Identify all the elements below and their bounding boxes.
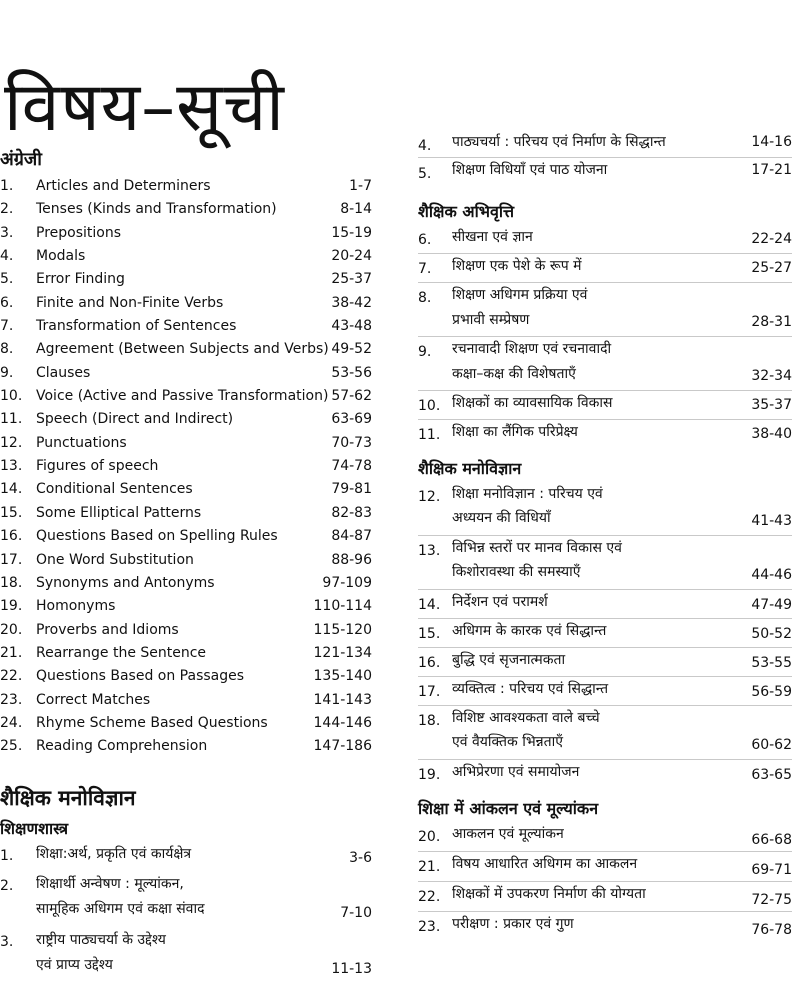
left-column	[0, 147, 372, 984]
toc-entry[interactable]	[418, 225, 792, 253]
entry-number: 3.	[0, 933, 14, 950]
toc-entry[interactable]	[418, 282, 792, 336]
toc-entry[interactable]	[418, 390, 792, 419]
entry-number: 19.	[418, 767, 441, 783]
toc-entry[interactable]	[418, 911, 792, 941]
entry-title: Figures of speech	[36, 458, 159, 475]
entry-title-line: शिक्षा मनोविज्ञान : परिचय एवं	[452, 486, 603, 502]
entry-pages: 25-27	[751, 260, 792, 276]
entry-number: 16.	[418, 655, 441, 671]
toc-entry[interactable]	[418, 881, 792, 911]
entry-title-line: विषय आधारित अधिगम का आकलन	[452, 856, 638, 872]
entry-number: 20.	[418, 829, 441, 845]
toc-entry[interactable]	[418, 535, 792, 589]
right-column	[418, 130, 792, 941]
entry-number: 2.	[0, 877, 14, 894]
entry-pages: 141-143	[313, 691, 372, 708]
entry-title-line: किशोरावस्था की समस्याएँ	[452, 564, 581, 580]
toc-entry[interactable]	[0, 735, 372, 758]
toc-entry[interactable]	[418, 647, 792, 676]
toc-entry[interactable]	[418, 589, 792, 618]
entry-number: 22.	[0, 668, 23, 685]
toc-entry[interactable]	[0, 525, 372, 548]
entry-number: 17.	[0, 551, 23, 568]
entry-pages: 121-134	[313, 644, 372, 661]
entry-title-line: अधिगम के कारक एवं सिद्धान्त	[452, 623, 607, 639]
toc-entry[interactable]	[0, 268, 372, 291]
entry-title-line: प्रभावी सम्प्रेषण	[452, 312, 530, 328]
edu-psychology-toc-list	[418, 482, 792, 788]
toc-entry[interactable]	[0, 175, 372, 198]
entry-pages: 32-34	[751, 368, 792, 384]
entry-title: Tenses (Kinds and Transformation)	[36, 201, 277, 218]
entry-title-line: शिक्षण एक पेशे के रूप में	[452, 258, 582, 274]
entry-pages: 22-24	[751, 231, 792, 247]
toc-entry[interactable]	[418, 336, 792, 390]
entry-pages: 63-69	[331, 411, 372, 428]
entry-title-line: व्यक्तित्व : परिचय एवं सिद्धान्त	[452, 681, 609, 697]
entry-title: Agreement (Between Subjects and Verbs)	[36, 341, 329, 358]
attitude-section-heading: शैक्षिक अभिवृत्ति	[418, 202, 515, 221]
toc-entry[interactable]	[0, 432, 372, 455]
entry-number: 12.	[418, 489, 441, 505]
entry-title-line: रचनावादी शिक्षण एवं रचनावादी	[452, 341, 612, 357]
entry-number: 25.	[0, 738, 23, 755]
entry-title-line: शिक्षण अधिगम प्रक्रिया एवं	[452, 287, 588, 303]
entry-number: 1.	[0, 178, 14, 194]
entry-title: Voice (Active and Passive Transformation)	[36, 388, 329, 405]
toc-entry[interactable]	[0, 292, 372, 315]
entry-title: Proverbs and Idioms	[36, 621, 179, 638]
entry-title: Articles and Determiners	[36, 178, 211, 194]
entry-title: Reading Comprehension	[36, 738, 208, 755]
entry-title-line: विभिन्न स्तरों पर मानव विकास एवं	[452, 540, 622, 556]
toc-entry[interactable]	[418, 482, 792, 535]
entry-title-line: शिक्षकों में उपकरण निर्माण की योग्यता	[452, 886, 646, 902]
english-toc-list	[0, 175, 372, 759]
entry-title-line: कक्षा–कक्ष की विशेषताएँ	[452, 366, 576, 382]
entry-pages: 72-75	[751, 892, 792, 908]
entry-title: Speech (Direct and Indirect)	[36, 411, 234, 428]
entry-pages: 41-43	[751, 513, 792, 529]
assessment-toc-list	[418, 822, 792, 941]
entry-number: 15.	[0, 504, 23, 521]
pedagogy-continued-list	[418, 130, 792, 185]
toc-entry[interactable]	[418, 130, 792, 157]
entry-title-line: सामूहिक अधिगम एवं कक्षा संवाद	[36, 900, 205, 917]
entry-pages: 88-96	[331, 551, 372, 568]
toc-entry[interactable]	[0, 385, 372, 408]
entry-number: 5.	[418, 166, 432, 182]
entry-pages: 7-10	[340, 904, 372, 921]
entry-title-line: निर्देशन एवं परामर्श	[452, 594, 548, 610]
toc-entry[interactable]	[0, 549, 372, 572]
entry-pages: 11-13	[331, 960, 372, 977]
entry-number: 1.	[0, 847, 14, 864]
toc-entry[interactable]	[0, 928, 372, 984]
entry-number: 5.	[0, 271, 14, 288]
entry-number: 14.	[0, 481, 23, 498]
toc-entry[interactable]	[0, 362, 372, 385]
entry-title-line: विशिष्ट आवश्यकता वाले बच्चे	[452, 710, 600, 726]
entry-number: 22.	[418, 889, 441, 905]
pedagogy-toc-list	[0, 842, 372, 984]
entry-title-line: शिक्षण विधियाँ एवं पाठ योजना	[452, 162, 608, 178]
entry-number: 16.	[0, 528, 23, 545]
entry-number: 3.	[0, 224, 14, 241]
entry-number: 24.	[0, 714, 23, 731]
entry-pages: 70-73	[331, 434, 372, 451]
entry-number: 13.	[418, 543, 441, 559]
toc-entry[interactable]	[0, 642, 372, 665]
entry-number: 2.	[0, 201, 14, 218]
entry-title: Homonyms	[36, 598, 116, 615]
toc-entry[interactable]	[418, 822, 792, 851]
entry-title: Some Elliptical Patterns	[36, 504, 202, 521]
toc-entry[interactable]	[0, 455, 372, 478]
entry-number: 18.	[418, 713, 441, 729]
entry-pages: 69-71	[751, 862, 792, 878]
toc-entry[interactable]	[0, 595, 372, 618]
entry-title: Conditional Sentences	[36, 481, 193, 498]
toc-entry[interactable]	[418, 759, 792, 788]
entry-pages: 8-14	[340, 201, 372, 218]
entry-title: Punctuations	[36, 434, 127, 451]
entry-pages: 49-52	[331, 341, 372, 358]
entry-pages: 84-87	[331, 528, 372, 545]
entry-number: 20.	[0, 621, 23, 638]
entry-title: Transformation of Sentences	[36, 318, 237, 335]
entry-pages: 38-42	[331, 294, 372, 311]
entry-pages: 28-31	[751, 314, 792, 330]
entry-number: 7.	[418, 261, 432, 277]
entry-pages: 76-78	[751, 922, 792, 938]
entry-number: 4.	[0, 248, 14, 265]
entry-title-line: शिक्षकों का व्यावसायिक विकास	[452, 395, 613, 411]
entry-title-line: बुद्धि एवं सृजनात्मकता	[452, 652, 566, 668]
entry-pages: 3-6	[349, 849, 372, 866]
entry-title: Prepositions	[36, 224, 122, 241]
entry-number: 9.	[418, 344, 432, 360]
entry-pages: 44-46	[751, 567, 792, 583]
entry-pages: 35-37	[751, 397, 792, 413]
entry-number: 11.	[418, 427, 441, 443]
toc-entry[interactable]	[0, 315, 372, 338]
entry-title: One Word Substitution	[36, 551, 194, 568]
entry-number: 18.	[0, 574, 23, 591]
entry-number: 13.	[0, 458, 23, 475]
toc-entry[interactable]	[418, 618, 792, 647]
toc-entry[interactable]	[0, 572, 372, 595]
entry-number: 6.	[418, 232, 432, 248]
toc-entry[interactable]	[0, 712, 372, 735]
english-section-heading: अंग्रेजी	[0, 149, 42, 170]
entry-number: 23.	[0, 691, 23, 708]
entry-title: Synonyms and Antonyms	[36, 574, 215, 591]
entry-pages: 1-7	[349, 178, 372, 194]
entry-title-line: राष्ट्रीय पाठ्यचर्या के उद्देश्य	[36, 931, 166, 948]
entry-pages: 147-186	[313, 738, 372, 755]
toc-entry[interactable]	[0, 222, 372, 245]
entry-number: 23.	[418, 919, 441, 935]
toc-entry[interactable]	[0, 842, 372, 872]
entry-pages: 144-146	[313, 714, 372, 731]
toc-entry[interactable]	[418, 253, 792, 282]
toc-entry[interactable]	[0, 502, 372, 525]
pedagogy-subheading: शिक्षणशास्त्र	[0, 818, 69, 838]
entry-title: Rearrange the Sentence	[36, 644, 207, 661]
toc-entry[interactable]	[0, 665, 372, 688]
entry-number: 9.	[0, 364, 14, 381]
entry-pages: 50-52	[751, 626, 792, 642]
entry-title: Modals	[36, 248, 86, 265]
toc-entry[interactable]	[418, 157, 792, 185]
toc-entry[interactable]	[0, 338, 372, 361]
entry-title-line: शिक्षार्थी अन्वेषण : मूल्यांकन,	[36, 875, 184, 892]
entry-number: 4.	[418, 138, 432, 154]
entry-pages: 47-49	[751, 597, 792, 613]
entry-number: 10.	[0, 388, 23, 405]
entry-title: Correct Matches	[36, 691, 151, 708]
entry-number: 12.	[0, 434, 23, 451]
entry-number: 8.	[418, 290, 432, 306]
entry-pages: 63-65	[751, 767, 792, 783]
entry-pages: 53-55	[751, 655, 792, 671]
entry-number: 21.	[418, 859, 441, 875]
entry-title-line: शिक्षा का लैंगिक परिप्रेक्ष्य	[452, 424, 578, 440]
toc-entry[interactable]	[0, 872, 372, 928]
entry-pages: 115-120	[313, 621, 372, 638]
entry-pages: 25-37	[331, 271, 372, 288]
entry-title: Rhyme Scheme Based Questions	[36, 714, 268, 731]
page-title: विषय–सूची	[4, 67, 285, 147]
toc-entry[interactable]	[418, 705, 792, 759]
entry-number: 6.	[0, 294, 14, 311]
entry-pages: 57-62	[331, 388, 372, 405]
toc-entry[interactable]	[0, 689, 372, 712]
entry-pages: 14-16	[751, 134, 792, 150]
toc-entry[interactable]	[418, 676, 792, 705]
toc-entry[interactable]	[418, 419, 792, 448]
entry-title-line: अध्ययन की विधियाँ	[452, 510, 551, 526]
entry-number: 8.	[0, 341, 14, 358]
attitude-toc-list	[418, 225, 792, 448]
entry-pages: 60-62	[751, 737, 792, 753]
entry-title: Questions Based on Passages	[36, 668, 245, 685]
entry-title-line: पाठ्यचर्या : परिचय एवं निर्माण के सिद्धान्त	[452, 134, 666, 150]
toc-entry[interactable]	[0, 619, 372, 642]
entry-pages: 53-56	[331, 364, 372, 381]
assessment-section-heading: शिक्षा में आंकलन एवं मूल्यांकन	[418, 799, 599, 818]
entry-title: Finite and Non-Finite Verbs	[36, 294, 224, 311]
entry-number: 10.	[418, 398, 441, 414]
entry-title-line: एवं प्राप्य उद्देश्य	[36, 956, 113, 973]
entry-pages: 82-83	[331, 504, 372, 521]
entry-pages: 20-24	[331, 248, 372, 265]
entry-pages: 43-48	[331, 318, 372, 335]
entry-pages: 79-81	[331, 481, 372, 498]
entry-pages: 97-109	[322, 574, 372, 591]
entry-title-line: एवं वैयक्तिक भिन्नताएँ	[452, 734, 563, 750]
entry-number: 14.	[418, 597, 441, 613]
entry-number: 11.	[0, 411, 23, 428]
entry-title-line: सीखना एवं ज्ञान	[452, 229, 533, 245]
entry-pages: 56-59	[751, 684, 792, 700]
psychology-section-heading: शैक्षिक मनोविज्ञान	[0, 785, 136, 810]
toc-entry[interactable]	[0, 408, 372, 431]
entry-pages: 38-40	[751, 426, 792, 442]
entry-title-line: शिक्षा:अर्थ, प्रकृति एवं कार्यक्षेत्र	[36, 845, 192, 862]
entry-pages: 15-19	[331, 224, 372, 241]
entry-pages: 17-21	[751, 162, 792, 178]
toc-entry[interactable]	[0, 478, 372, 501]
entry-title: Error Finding	[36, 271, 125, 288]
entry-pages: 66-68	[751, 832, 792, 848]
entry-number: 21.	[0, 644, 23, 661]
entry-title-line: आकलन एवं मूल्यांकन	[452, 826, 564, 842]
entry-pages: 74-78	[331, 458, 372, 475]
toc-entry[interactable]	[0, 245, 372, 268]
entry-title: Questions Based on Spelling Rules	[36, 528, 278, 545]
toc-entry[interactable]	[418, 851, 792, 881]
entry-title-line: अभिप्रेरणा एवं समायोजन	[452, 764, 580, 780]
entry-pages: 135-140	[313, 668, 372, 685]
entry-number: 17.	[418, 684, 441, 700]
edu-psychology-section-heading: शैक्षिक मनोविज्ञान	[418, 459, 522, 478]
entry-number: 7.	[0, 318, 14, 335]
entry-title: Clauses	[36, 364, 91, 381]
toc-entry[interactable]	[0, 198, 372, 221]
entry-number: 19.	[0, 598, 23, 615]
entry-pages: 110-114	[313, 598, 372, 615]
entry-title-line: परीक्षण : प्रकार एवं गुण	[452, 916, 574, 932]
entry-number: 15.	[418, 626, 441, 642]
